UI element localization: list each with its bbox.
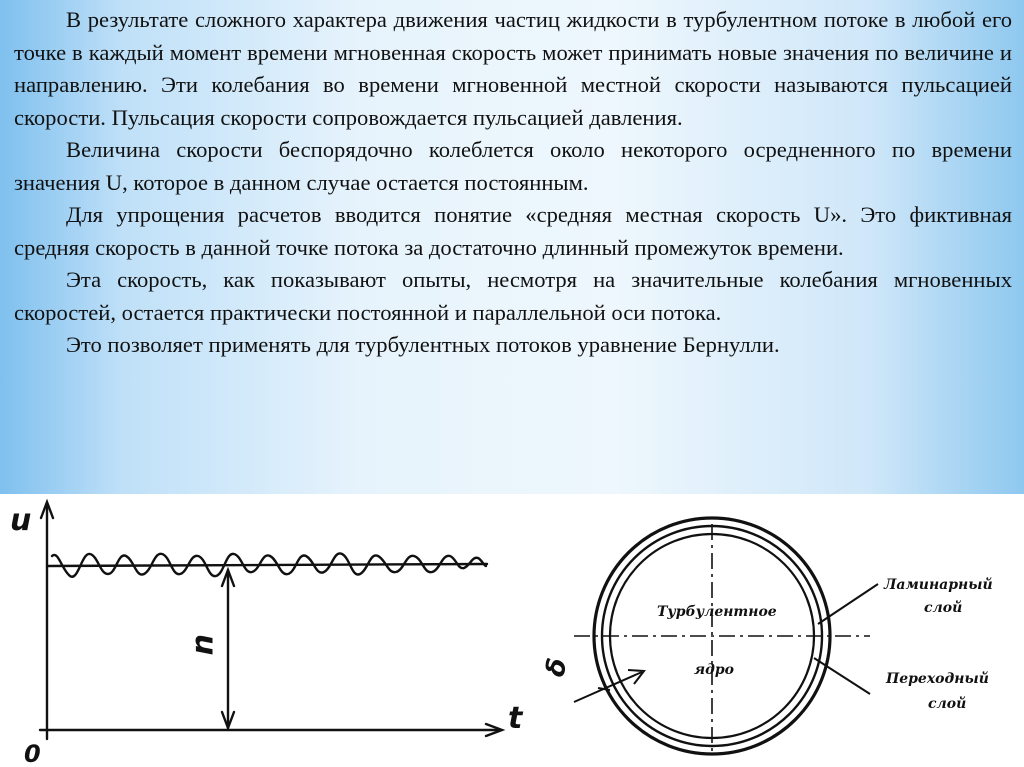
paragraph-1: В результате сложного характера движения частиц жидкости в турбулентном потоке в любой его точке в каждый момент времени мгновенная скорость может принимать новые значения по величине и направлению. Эти колебания во времени мгновенной местной скорости называются пульсацией скорости. Пульсация скорости сопровождается пульсацией давления. bbox=[14, 7, 1012, 130]
transition-label-line1: Переходный bbox=[886, 671, 989, 687]
paragraph-5: Это позволяет применять для турбулентных потоков уравнение Бернулли. bbox=[66, 332, 780, 357]
velocity-graph bbox=[40, 502, 502, 739]
core-label-line1: Турбулентное bbox=[657, 604, 777, 620]
laminar-label-line2: слой bbox=[924, 600, 963, 616]
origin-label: 0 bbox=[24, 740, 41, 767]
pipe-cross-section bbox=[574, 518, 878, 756]
core-label-line2: ядро bbox=[694, 662, 735, 678]
mean-velocity-label: u bbox=[188, 634, 223, 656]
figure-panel bbox=[0, 494, 1024, 767]
laminar-label-line1: Ламинарный bbox=[884, 577, 993, 593]
paragraph-2: Величина скорости беспорядочно колеблется около некоторого осредненного по времени значения U, которое в данном случае остается постоянным. bbox=[14, 137, 1012, 195]
paragraph-3: Для упрощения расчетов вводится понятие «средняя местная скорость U». Это фиктивная средняя скорость в данной точке потока за достаточно длинный промежуток времени. bbox=[14, 202, 1012, 260]
transition-label-line2: слой bbox=[928, 696, 967, 712]
text-block bbox=[14, 4, 1012, 362]
figures-svg bbox=[0, 494, 1024, 767]
delta-label: δ bbox=[540, 655, 574, 680]
paragraph-4: Эта скорость, как показывают опыты, несмотря на значительные колебания мгновенных скоростей, остается практически постоянной и параллельной оси потока. bbox=[14, 267, 1012, 325]
x-axis-label: t bbox=[508, 701, 523, 736]
y-axis-label: u bbox=[10, 503, 32, 538]
